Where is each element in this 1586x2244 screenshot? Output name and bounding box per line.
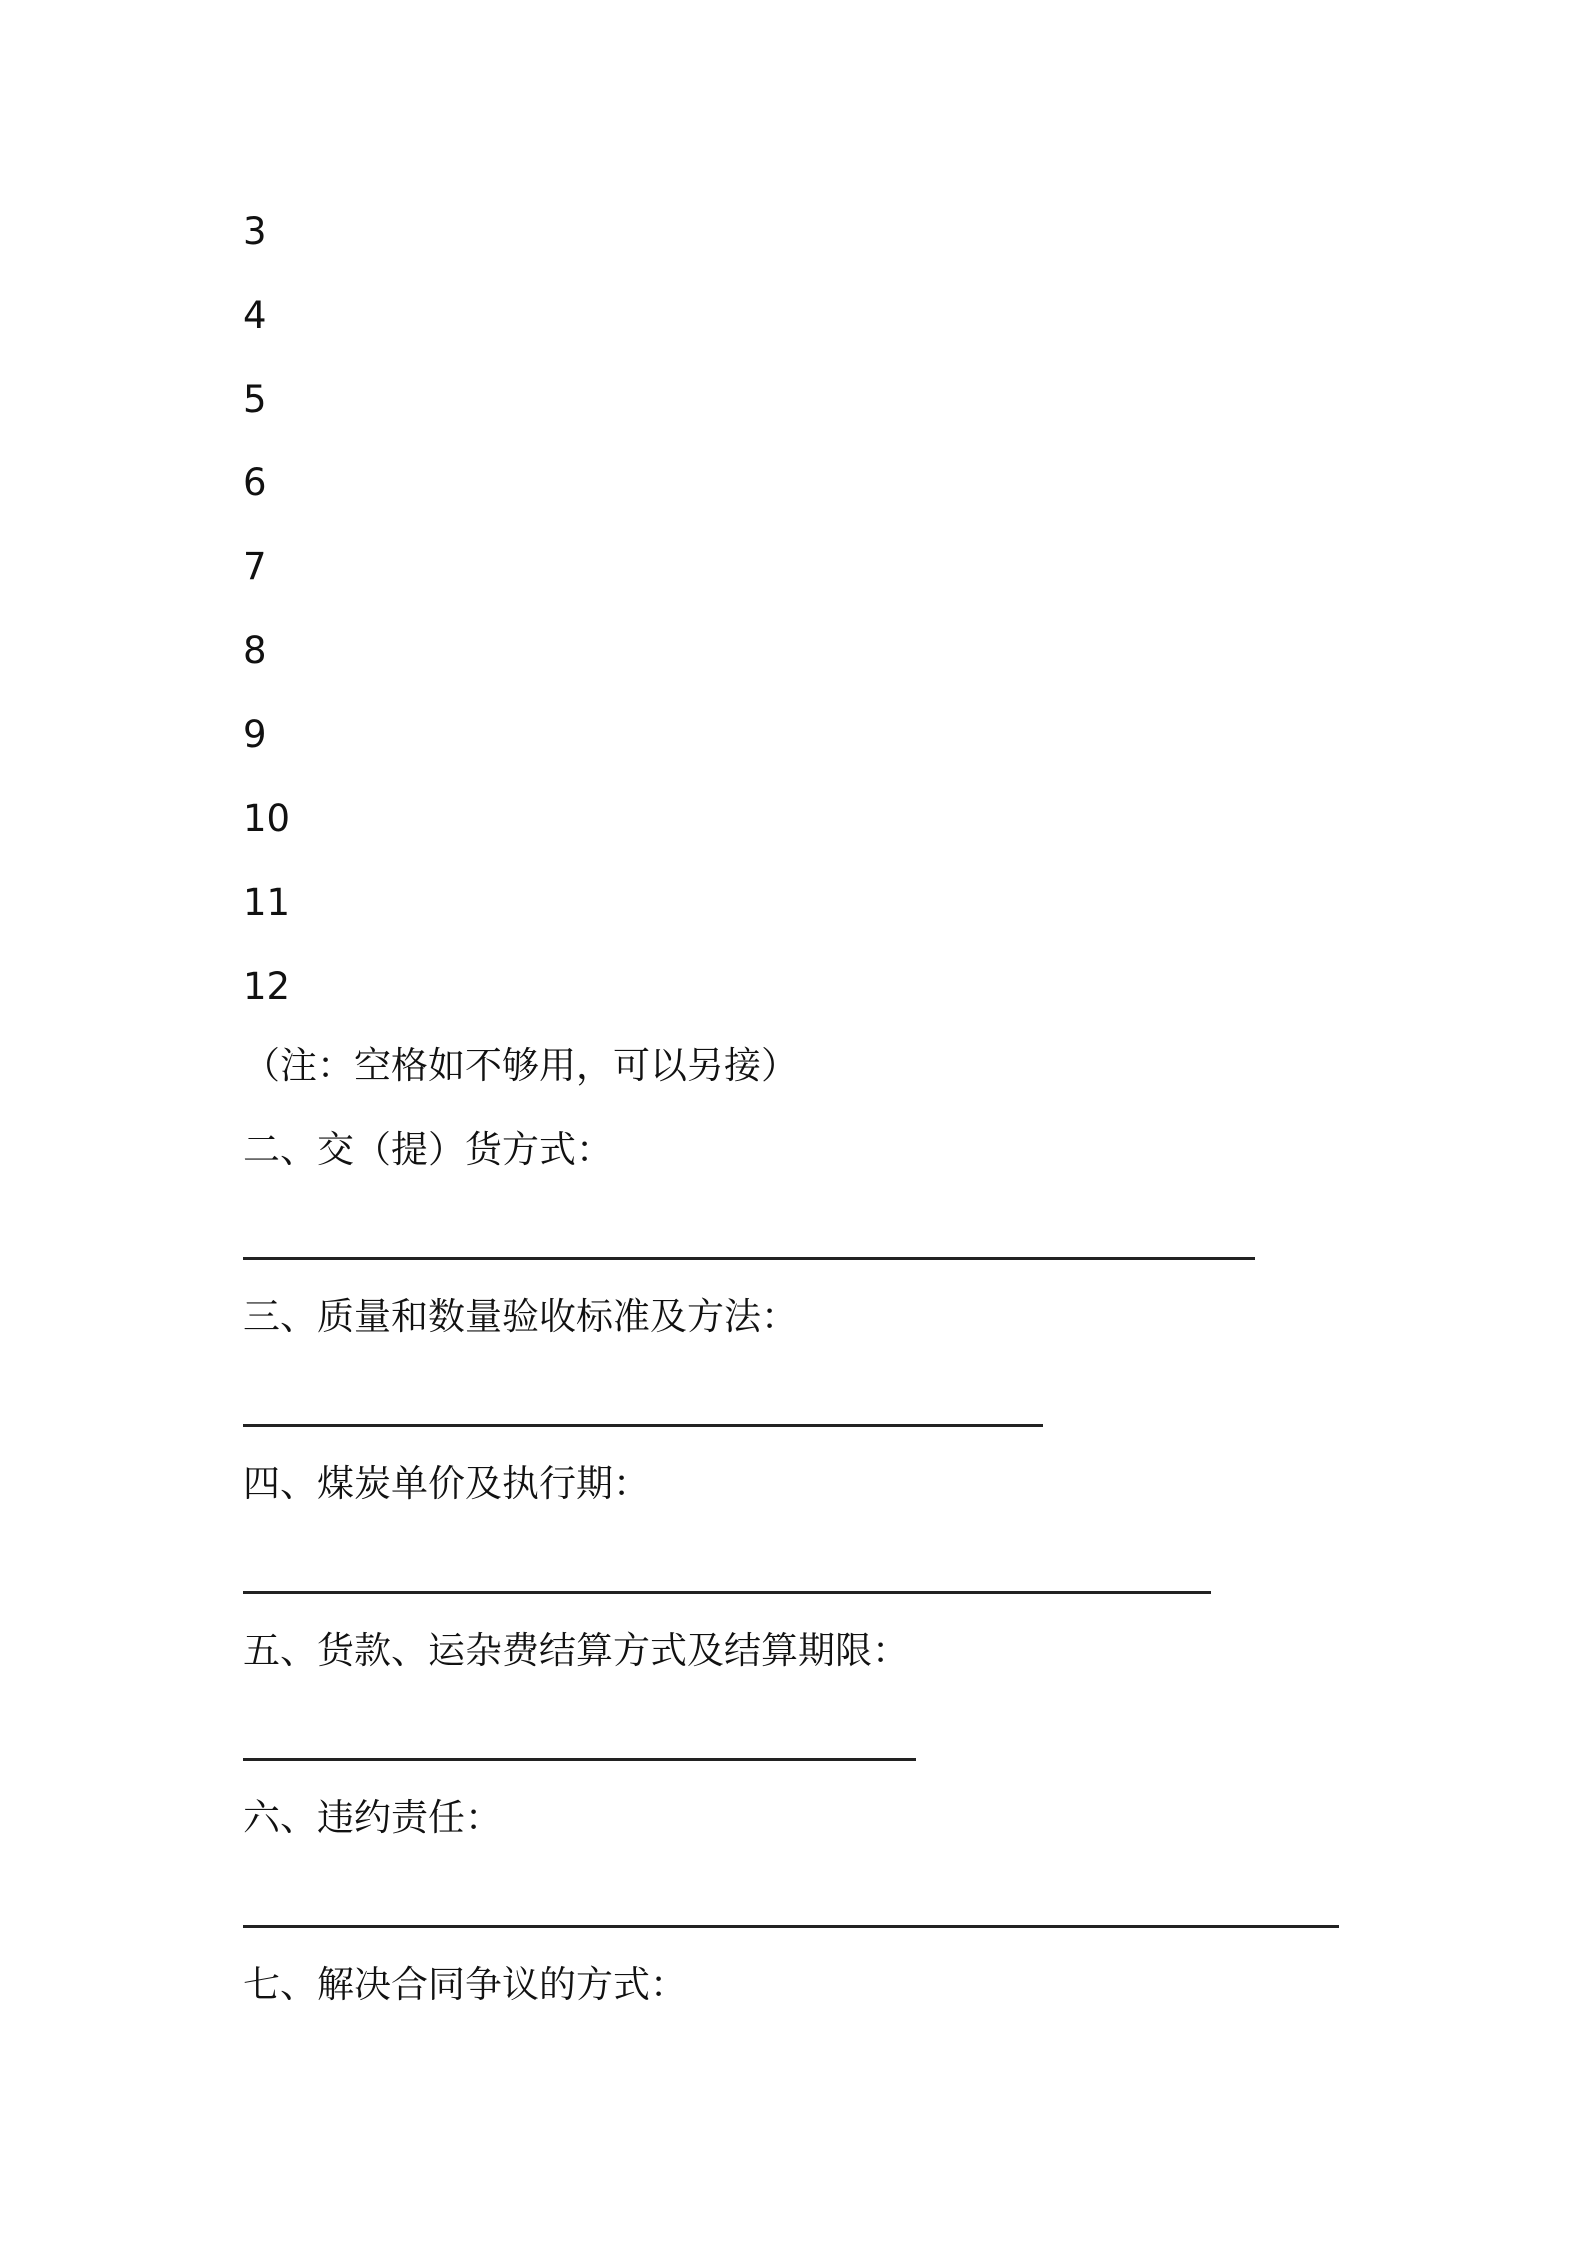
item-number: 6 bbox=[243, 461, 267, 504]
section-heading-liability: 六、违约责任： bbox=[243, 1796, 502, 1839]
section-heading-price: 四、煤炭单价及执行期： bbox=[243, 1462, 650, 1505]
item-number: 7 bbox=[243, 545, 267, 588]
fill-in-blank-price[interactable] bbox=[243, 1591, 1211, 1594]
item-number: 12 bbox=[243, 965, 291, 1008]
section-heading-delivery: 二、交（提）货方式： bbox=[243, 1128, 613, 1171]
section-heading-dispute: 七、解决合同争议的方式： bbox=[243, 1963, 687, 2006]
item-number: 4 bbox=[243, 294, 267, 337]
fill-in-blank-delivery[interactable] bbox=[243, 1257, 1255, 1260]
fill-in-blank-settlement[interactable] bbox=[243, 1758, 916, 1761]
item-number: 9 bbox=[243, 713, 267, 756]
fill-in-blank-quality[interactable] bbox=[243, 1424, 1043, 1427]
fill-in-blank-liability[interactable] bbox=[243, 1925, 1339, 1928]
section-heading-quality: 三、质量和数量验收标准及方法： bbox=[243, 1295, 798, 1338]
item-number: 11 bbox=[243, 881, 291, 924]
note-text: （注：空格如不够用，可以另接） bbox=[243, 1044, 798, 1087]
item-number: 5 bbox=[243, 378, 267, 421]
item-number: 10 bbox=[243, 797, 291, 840]
item-number: 3 bbox=[243, 210, 267, 253]
section-heading-settlement: 五、货款、运杂费结算方式及结算期限： bbox=[243, 1629, 909, 1672]
item-number: 8 bbox=[243, 629, 267, 672]
